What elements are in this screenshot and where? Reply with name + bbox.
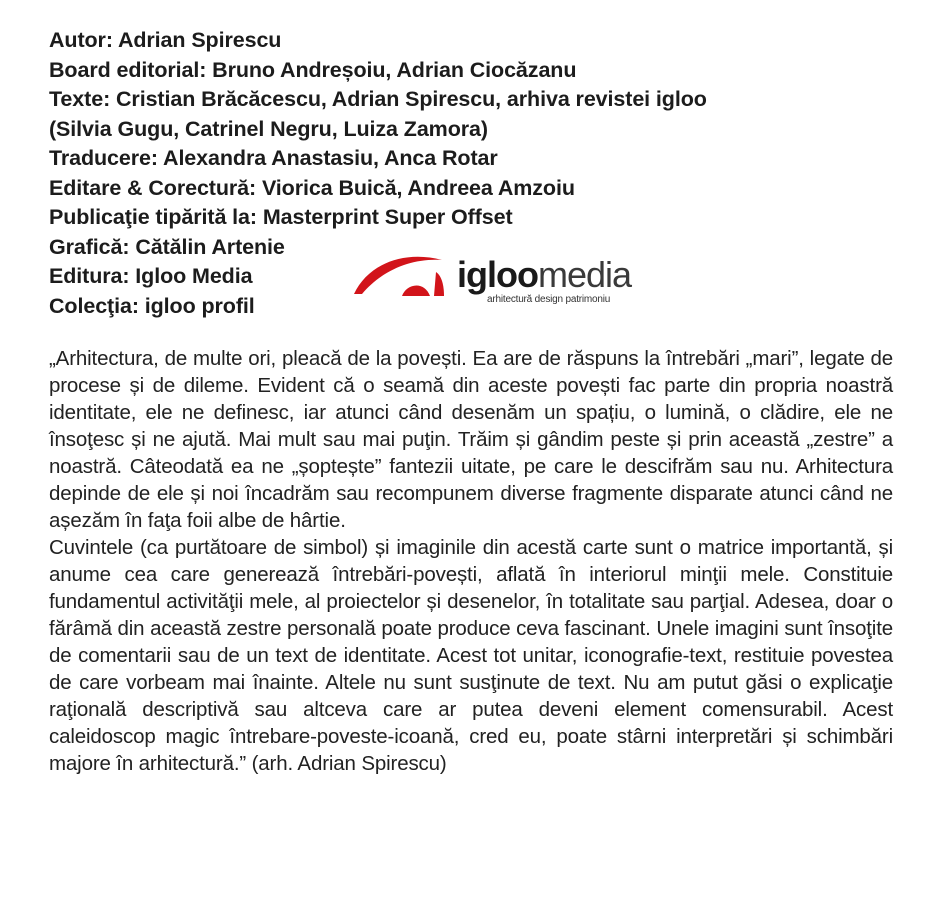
credit-texts: Texte: Cristian Brăcăcescu, Adrian Spirescu, arhiva revistei igloo	[49, 87, 707, 111]
credit-editorial-board: Board editorial: Bruno Andreșoiu, Adrian Ciocăzanu	[49, 57, 577, 82]
credit-editing: Editare & Corectură: Viorica Buică, Andreea Amzoiu	[49, 175, 575, 200]
author-quote	[49, 345, 893, 777]
igloo-dome-icon	[352, 250, 452, 300]
credit-graphics: Grafică: Cătălin Artenie	[49, 234, 285, 259]
credit-texts-archive: (Silvia Gugu, Catrinel Negru, Luiza Zamora)	[49, 116, 488, 141]
quote-paragraph: Cuvintele (ca purtătoare de simbol) și imaginile din acestă carte sunt o matrice importantă, și anume cea care generează întrebări-povești, aflată în interiorul minţii mele. Constituie fundamentul activităţii mele, al proiectelor și desenelor, în totalitate sau parţial. Adesea, doar o fărâmă din această zestre personală poate produce ceva fascinant. Unele imagini sunt însoţite de comentarii sau de un text de identitate. Acest tot unitar, iconografie-text, restituie povestea de care vorbeam mai înainte. Altele nu sunt susţinute de text. Nu am putut găsi o explicaţie raţională descriptivă sau altceva care ar putea deveni element comensurabil. Acest caleidoscop magic întrebare-poveste-icoană, cred eu, poate stârni interpretări și schimbări majore în arhitectură.” (arh. Adrian Spirescu)	[49, 536, 893, 775]
credit-translation: Traducere: Alexandra Anastasiu, Anca Rotar	[49, 146, 498, 170]
logo-name-strong: igloo	[457, 254, 538, 295]
credit-publisher: Editura: Igloo Media	[49, 264, 253, 288]
logo-name-light: media	[537, 254, 632, 295]
igloo-media-logo	[352, 250, 632, 308]
credit-printing: Publicaţie tipărită la: Masterprint Super Offset	[49, 205, 513, 229]
credit-author: Autor: Adrian Spirescu	[49, 28, 282, 52]
logo-wordmark	[457, 254, 632, 295]
logo-tagline: arhitectură design patrimoniu	[487, 294, 611, 305]
quote-paragraph: „Arhitectura, de multe ori, pleacă de la povești. Ea are de răspuns la întrebări „mari”, legate de procese și de dileme. Evident că o seamă din aceste povești fac parte din propria noastră identitate, ele ne definesc, iar atunci când desenăm un spațiu, o lumină, o clădire, ele ne însoţesc și ne ajută. Mai mult sau mai puţin. Trăim și gândim peste și prin această „zestre” a noastră. Câteodată ea ne „șoptește” fantezii uitate, pe care le descifrăm sau nu. Arhitectura depinde de ele și noi încadrăm sau recompunem diverse fragmente disparate atunci când ne așezăm în faţa foii albe de hârtie.	[49, 347, 893, 532]
credit-collection: Colecţia: igloo profil	[49, 293, 255, 318]
